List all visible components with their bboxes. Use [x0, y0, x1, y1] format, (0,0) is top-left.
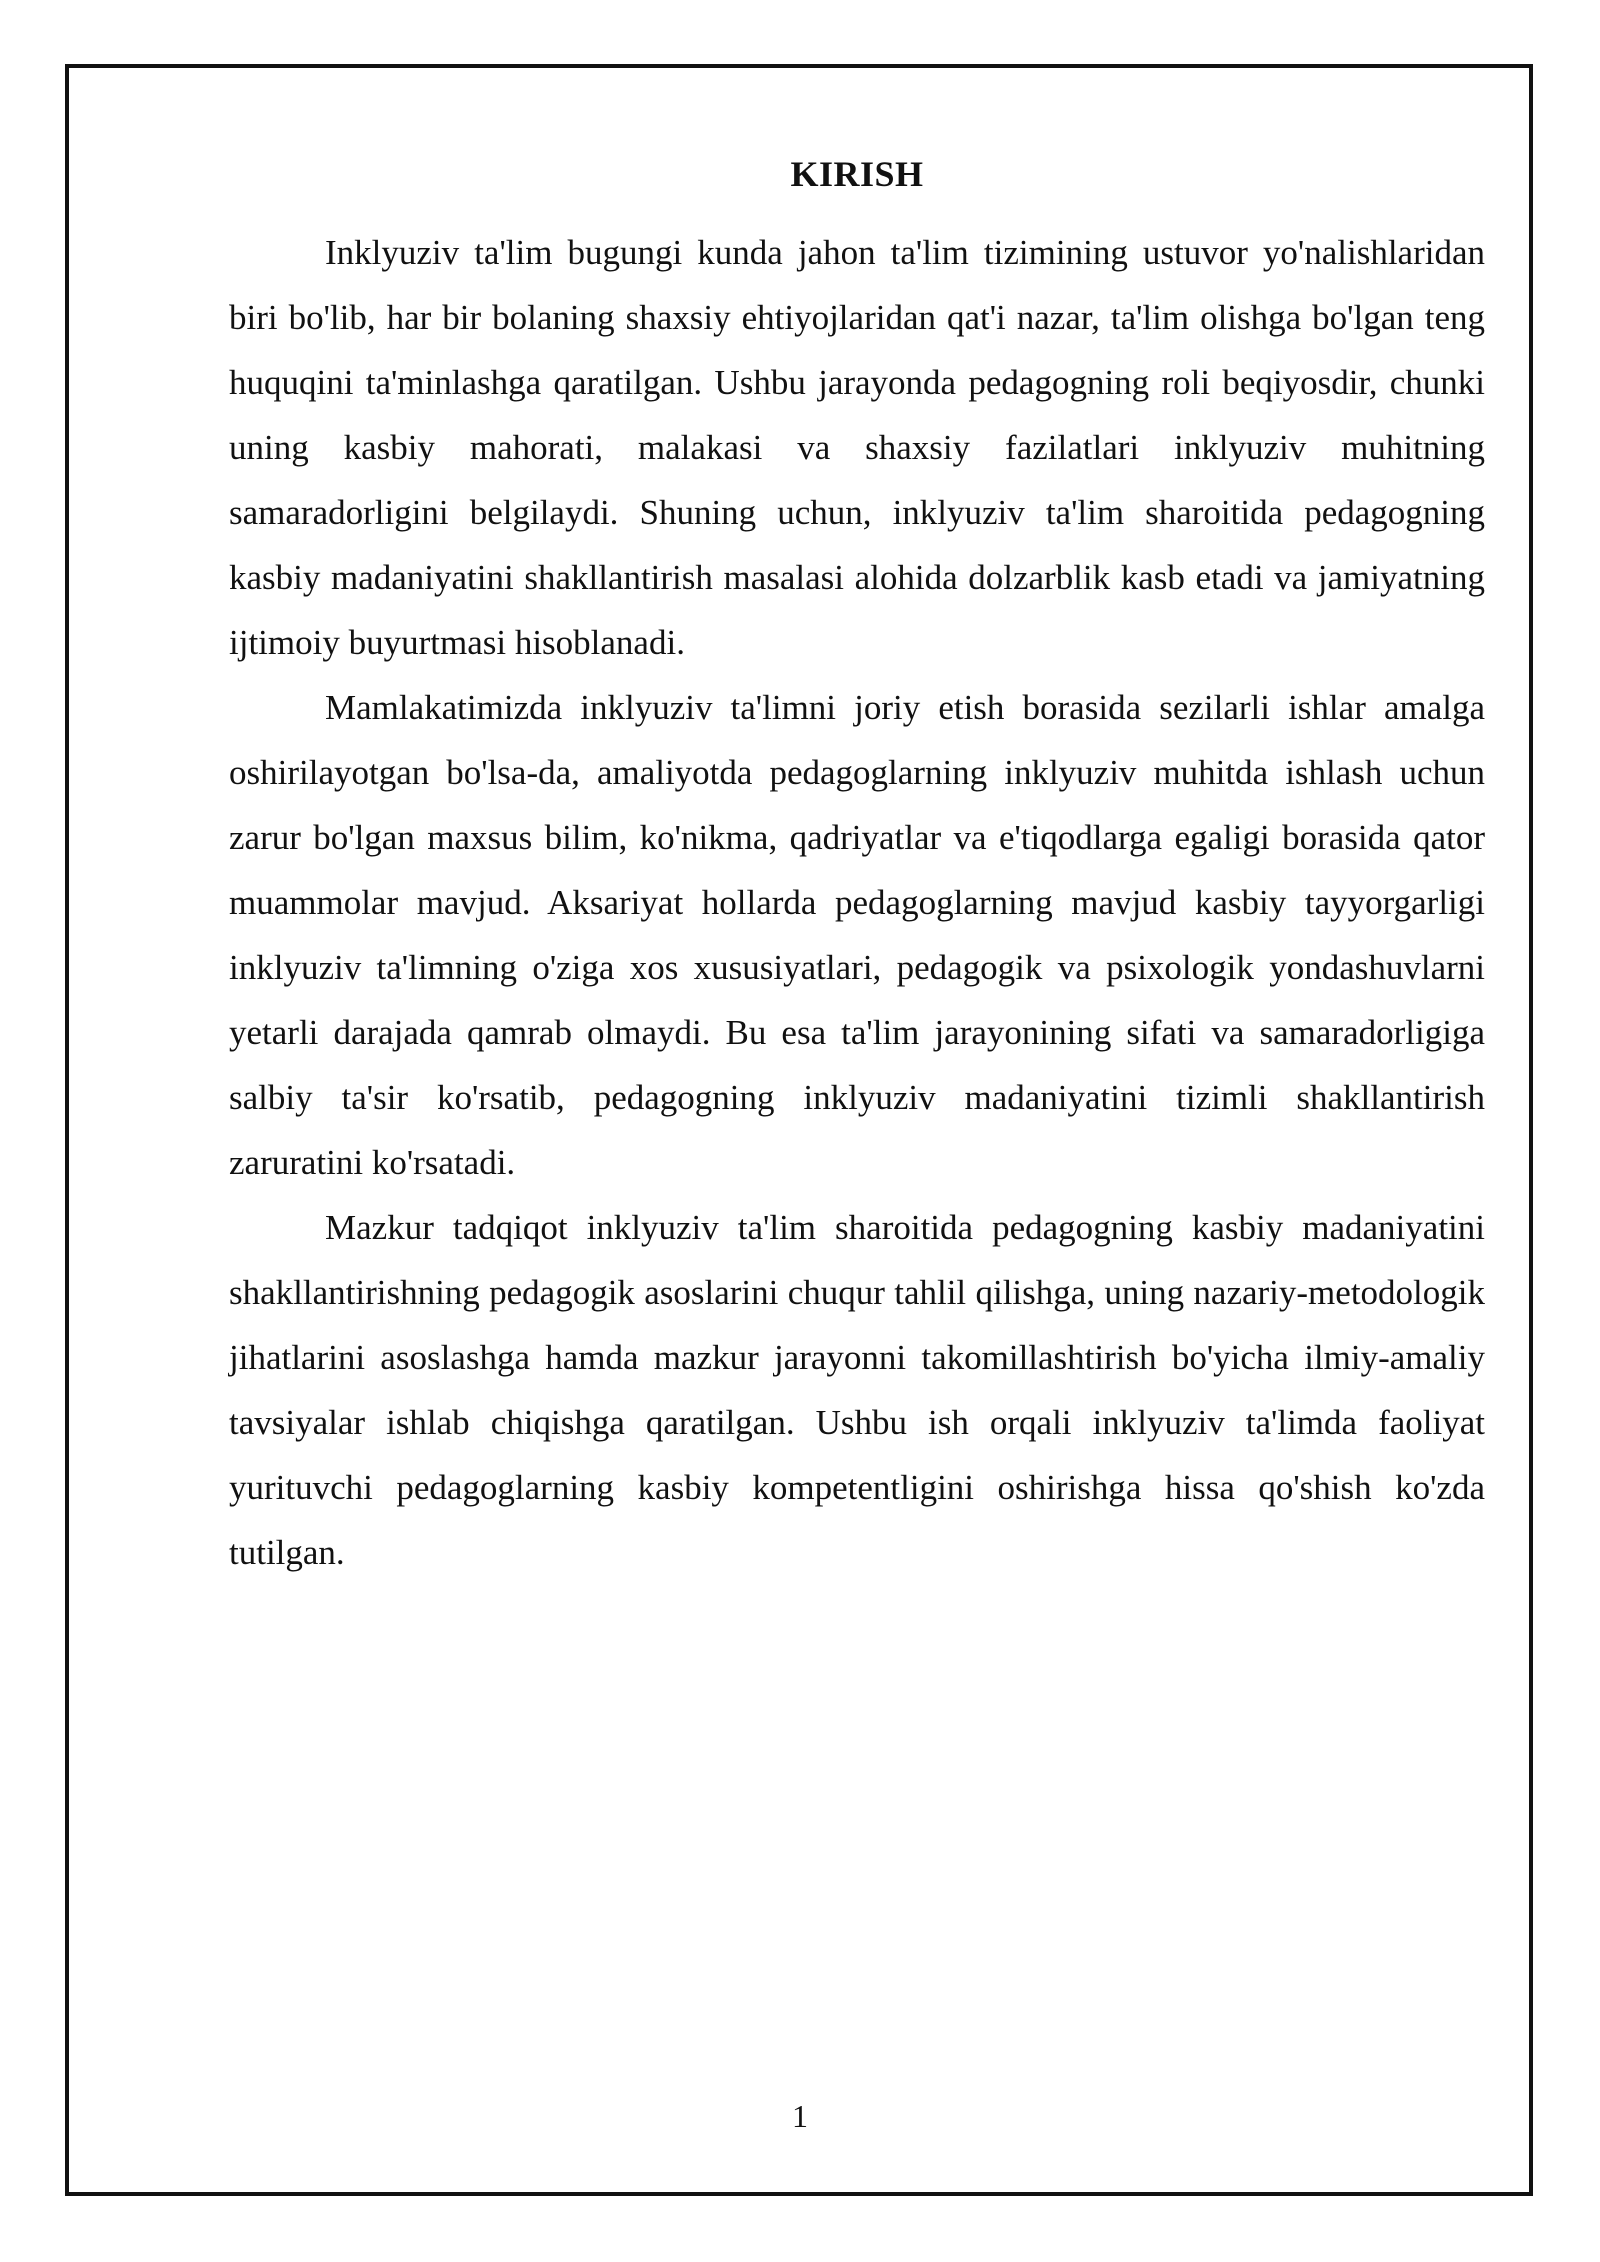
paragraph-2: Mamlakatimizda inklyuziv ta'limni joriy etish borasida sezilarli ishlar amalga oshirilayotgan bo'lsa-da, amaliyotda pedagoglarning inklyuziv muhitda ishlash uchun zarur bo'lgan maxsus bilim, ko'nikma, qadriyatlar va e'tiqodlarga egaligi borasida qator muammolar mavjud. Aksariyat hollarda pedagoglarning mavjud kasbiy tayyorgarligi inklyuziv ta'limning o'ziga xos xususiyatlari, pedagogik va psixologik yondashuvlarni yetarli darajada qamrab olmaydi. Bu esa ta'lim jarayonining sifati va samaradorligiga salbiy ta'sir ko'rsatib, pedagogning inklyuziv madaniyatini tizimli shakllantirish zaruratini ko'rsatadi. [229, 688, 1485, 1182]
section-title: KIRISH [790, 154, 924, 194]
document-body [229, 148, 1485, 1585]
page-number: 1 [792, 2098, 808, 2134]
paragraph-3: Mazkur tadqiqot inklyuziv ta'lim sharoitida pedagogning kasbiy madaniyatini shakllantirishning pedagogik asoslarini chuqur tahlil qilishga, uning nazariy-metodologik jihatlarini asoslashga hamda mazkur jarayonni takomillashtirish bo'yicha ilmiy-amaliy tavsiyalar ishlab chiqishga qaratilgan. Ushbu ish orqali inklyuziv ta'limda faoliyat yurituvchi pedagoglarning kasbiy kompetentligini oshirishga hissa qo'shish ko'zda tutilgan. [229, 1208, 1485, 1572]
paragraph-1: Inklyuziv ta'lim bugungi kunda jahon ta'lim tizimining ustuvor yo'nalishlaridan biri bo'lib, har bir bolaning shaxsiy ehtiyojlaridan qat'i nazar, ta'lim olishga bo'lgan teng huquqini ta'minlashga qaratilgan. Ushbu jarayonda pedagogning roli beqiyosdir, chunki uning kasbiy mahorati, malakasi va shaxsiy fazilatlari inklyuziv muhitning samaradorligini belgilaydi. Shuning uchun, inklyuziv ta'lim sharoitida pedagogning kasbiy madaniyatini shakllantirish masalasi alohida dolzarblik kasb etadi va jamiyatning ijtimoiy buyurtmasi hisoblanadi. [229, 233, 1485, 662]
